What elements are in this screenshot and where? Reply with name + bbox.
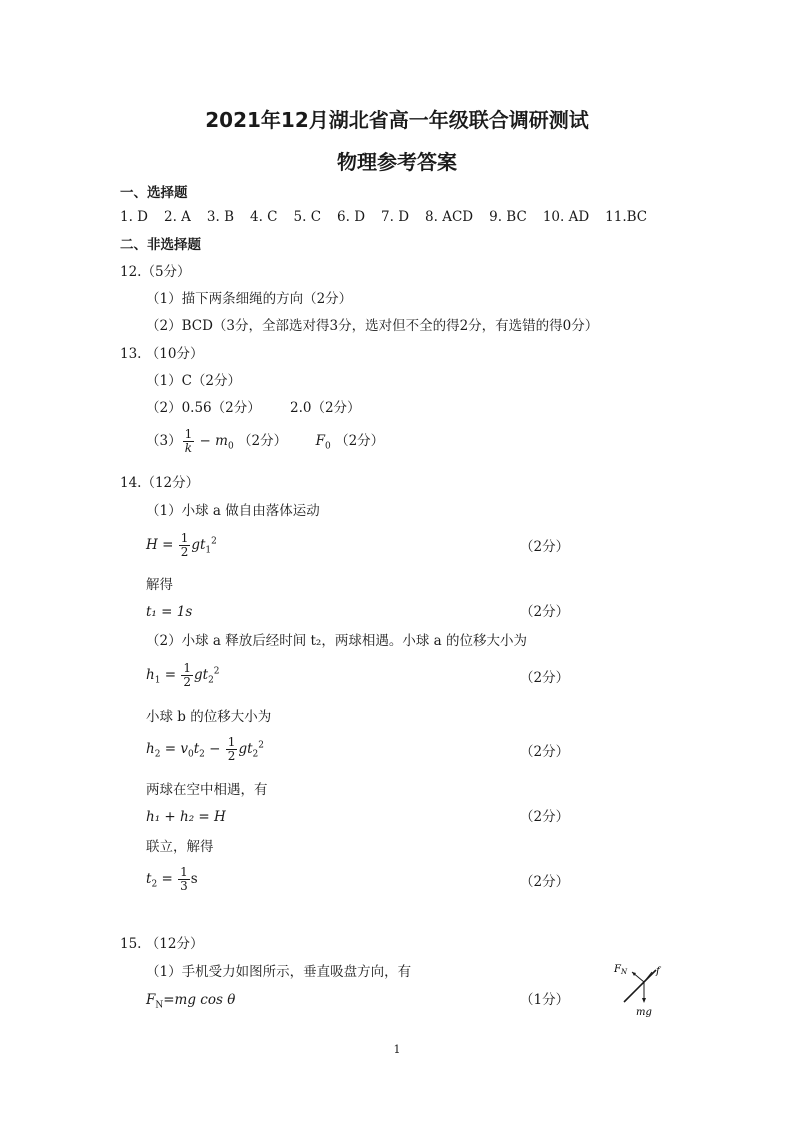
page-subtitle: 物理参考答案 [337,150,457,174]
q13-part3-score2: （2分） [335,433,385,449]
q14-eq5-score: （2分） [520,809,570,825]
section2-heading: 二、非选择题 [120,237,201,253]
choice-answer: 2. A [164,209,191,225]
q14-eq2-score: （2分） [520,604,570,620]
normal-force-label: $F_N$ [614,964,628,976]
q14-eq4-score: （2分） [520,744,570,760]
q15-eq1: $F_N=mg$ cos θ [146,992,236,1011]
q14-eq5: h₁ + h₂ = H [146,809,226,825]
choice-answer: 7. D [381,209,410,225]
friction-arrow [644,972,652,982]
q13-part1: （1）C（2分） [146,373,242,389]
gravity-label: mg [636,1007,652,1018]
q15-part1: （1）手机受力如图所示，垂直吸盘方向，有 [146,964,412,980]
page-number: 1 [393,1043,401,1056]
choice-answer: 10. AD [542,209,590,225]
gravity-arrowhead [642,998,646,1003]
q14-part4: 两球在空中相遇，有 [146,782,268,798]
q14-eq1: H = $\frac{1}{2}$ $gt_1^2$ [146,531,217,559]
q12-part1: （1）描下两条细绳的方向（2分） [146,291,353,307]
choice-answer: 11.BC [605,209,648,225]
page-title: 2021年12月湖北省高一年级联合调研测试 [205,108,589,132]
q13-part3-F0: F [315,433,326,449]
q13-part3: （3） $\frac{1}{k}$ − $m_0$ （2分） $F_0$ （2分） [146,427,385,455]
q14-jiede: 解得 [146,577,173,593]
q14-eq4: $h_2 = v_0t_2$ − $\frac{1}{2}$ $gt_2^2$ [146,735,264,763]
q13-part3-score1: （2分） [237,433,288,449]
q13-part3-prefix: （3） [146,433,182,449]
choice-answer: 8. ACD [425,209,474,225]
q15-head: 15. （12分） [120,936,204,952]
choice-answer: 9. BC [489,209,527,225]
q14-part1: （1）小球 a 做自由落体运动 [146,503,320,519]
incline-line [624,970,656,1002]
choice-answer: 4. C [250,209,278,225]
choice-answer: 6. D [337,209,366,225]
q14-eq3-score: （2分） [520,670,570,686]
q13-head: 13. （10分） [120,346,204,362]
q13-part2a: （2）0.56（2分） [146,400,261,416]
friction-label: f [656,966,660,977]
q14-part2: （2）小球 a 释放后经时间 t₂，两球相遇。小球 a 的位移大小为 [146,633,527,649]
q14-part5: 联立，解得 [146,839,214,855]
q14-head: 14.（12分） [120,475,200,491]
force-diagram [612,958,672,1018]
q12-head: 12.（5分） [120,264,191,280]
q14-eq2: t₁ = 1s [146,604,193,620]
q15-eq1-score: （1分） [520,992,570,1008]
q14-eq3: $h_1$ = $\frac{1}{2}$ $gt_2^2$ [146,661,220,689]
choice-answers [120,208,663,226]
q13-part2b: 2.0（2分） [290,400,361,416]
section1-heading: 一、选择题 [120,185,188,201]
one-over-k-fraction: $\frac{1}{k}$ [184,427,193,455]
q14-part3: 小球 b 的位移大小为 [146,709,272,725]
q14-eq6: $t_2$ = $\frac{1}{3}$ s [146,865,198,893]
q14-eq1-score: （2分） [520,539,570,555]
choice-answer: 3. B [206,209,235,225]
choice-answer: 5. C [293,209,322,225]
q12-part2: （2）BCD（3分，全部选对得3分，选对但不全的得2分，有选错的得0分） [146,318,599,334]
q14-eq6-score: （2分） [520,874,570,890]
choice-answer: 1. D [120,209,148,225]
